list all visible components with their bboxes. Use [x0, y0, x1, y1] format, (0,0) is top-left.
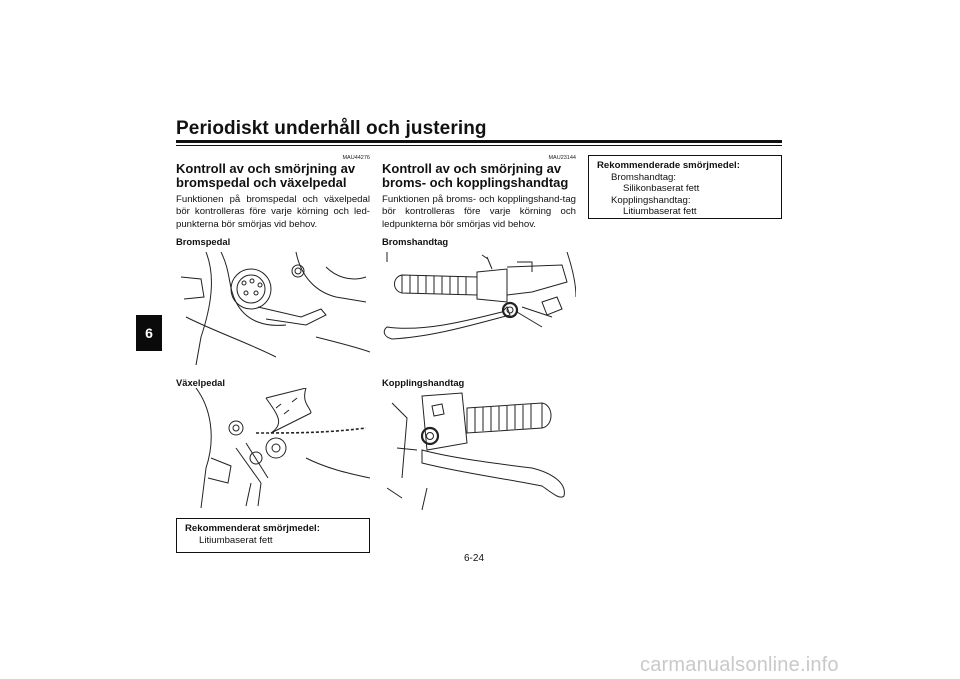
section-code: MAU23144 — [548, 155, 576, 161]
lubricant-box-value: Litiumbaserat fett — [199, 534, 273, 546]
left-column — [176, 155, 370, 231]
clutch-lever-illustration — [382, 388, 576, 510]
figure-label-brake-lever: Bromshandtag — [382, 236, 449, 247]
figure-label-brake-pedal: Bromspedal — [176, 236, 231, 247]
header-rule-thick — [176, 140, 782, 143]
clutch-lever-lube-label: Kopplingshandtag: — [611, 194, 691, 206]
shift-pedal-illustration — [176, 388, 370, 510]
section-heading: Kontroll av och smörjning av bromspedal och växelpedal — [176, 161, 356, 190]
lubricant-box-title: Rekommenderat smörjmedel: — [185, 523, 320, 534]
figure-label-clutch-lever: Kopplingshandtag — [382, 377, 465, 388]
brake-lever-lube-label: Bromshandtag: — [611, 171, 677, 183]
page-number: 6-24 — [464, 553, 485, 564]
lubricant-box-right — [588, 155, 782, 219]
brake-pedal-illustration — [176, 247, 370, 367]
section-paragraph: Funktionen på bromspedal och växelpedal bör kontrolleras före varje körning och led-punkterna bör smörjas vid behov. — [176, 194, 370, 230]
lubricant-box-title: Rekommenderade smörjmedel: — [597, 160, 740, 171]
brake-lever-illustration — [382, 247, 576, 367]
section-paragraph: Funktionen på broms- och kopplingshand-tag bör kontrolleras före varje körning och ledpunkterna bör smörjas vid behov. — [382, 194, 576, 230]
brake-lever-lube-value: Silikonbaserat fett — [623, 183, 700, 195]
figure-label-shift-pedal: Växelpedal — [176, 377, 225, 388]
chapter-tab[interactable]: 6 — [136, 315, 162, 351]
lubricant-box-left — [176, 518, 370, 553]
header-rule-thin — [176, 145, 782, 146]
middle-column — [382, 155, 576, 231]
watermark: carmanualsonline.info — [640, 654, 839, 676]
clutch-lever-lube-value: Litiumbaserat fett — [623, 206, 697, 218]
page-title: Periodiskt underhåll och justering — [176, 118, 487, 139]
section-heading: Kontroll av och smörjning av broms- och kopplingshandtag — [382, 161, 569, 190]
section-code: MAU44276 — [342, 155, 370, 161]
